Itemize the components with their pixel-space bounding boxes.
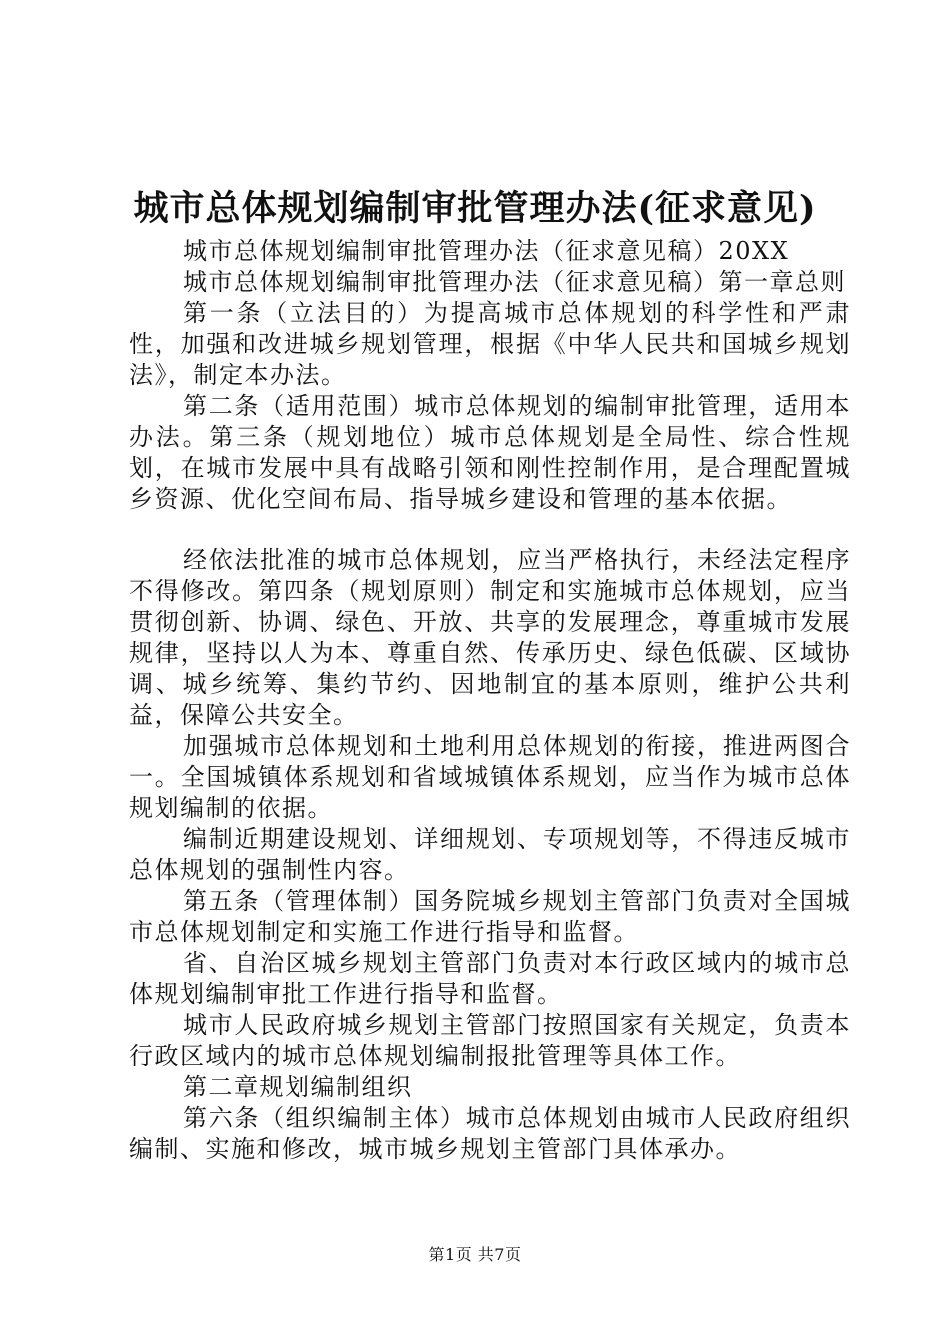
paragraph-spacer: [129, 515, 851, 545]
paragraph: 城市总体规划编制审批管理办法（征求意见稿）第一章总则: [183, 268, 846, 296]
paragraph: 编制近期建设规划、详细规划、专项规划等，不得违反城市总体规划的强制性内容。: [129, 825, 851, 884]
paragraph: 省、自治区城乡规划主管部门负责对本行政区域内的城市总体规划编制审批工作进行指导和监督。: [129, 949, 851, 1008]
chapter-heading: 第二章规划编制组织: [183, 1073, 413, 1101]
document-title: 城市总体规划编制审批管理办法(征求意见): [133, 188, 817, 229]
paragraph: 经依法批准的城市总体规划，应当严格执行，未经法定程序不得修改。第四条（规划原则）制定和实施城市总体规划，应当贯彻创新、协调、绿色、开放、共享的发展理念，尊重城市发展规律，坚持以人为本、尊重自然、传承历史、绿色低碳、区域协调、城乡统筹、集约节约、因地制宜的基本原则，维护公共利益，保障公共安全。: [129, 546, 851, 729]
document-body: [129, 236, 851, 1165]
paragraph: 加强城市总体规划和土地利用总体规划的衔接，推进两图合一。全国城镇体系规划和省域城镇体系规划，应当作为城市总体规划编制的依据。: [129, 732, 851, 822]
paragraph: 城市总体规划编制审批管理办法（征求意见稿）20XX: [183, 237, 790, 265]
paragraph: 第二条（适用范围）城市总体规划的编制审批管理，适用本办法。第三条（规划地位）城市总体规划是全局性、综合性规划，在城市发展中具有战略引领和刚性控制作用，是合理配置城乡资源、优化空间布局、指导城乡建设和管理的基本依据。: [129, 392, 851, 513]
paragraph: 城市人民政府城乡规划主管部门按照国家有关规定，负责本行政区域内的城市总体规划编制报批管理等具体工作。: [129, 1011, 851, 1070]
paragraph: 第五条（管理体制）国务院城乡规划主管部门负责对全国城市总体规划制定和实施工作进行指导和监督。: [129, 887, 851, 946]
page-footer: 第1页 共7页: [428, 1245, 522, 1264]
paragraph: 第一条（立法目的）为提高城市总体规划的科学性和严肃性，加强和改进城乡规划管理，根据《中华人民共和国城乡规划法》，制定本办法。: [129, 299, 851, 389]
paragraph: 第六条（组织编制主体）城市总体规划由城市人民政府组织编制、实施和修改，城市城乡规划主管部门具体承办。: [129, 1104, 851, 1163]
